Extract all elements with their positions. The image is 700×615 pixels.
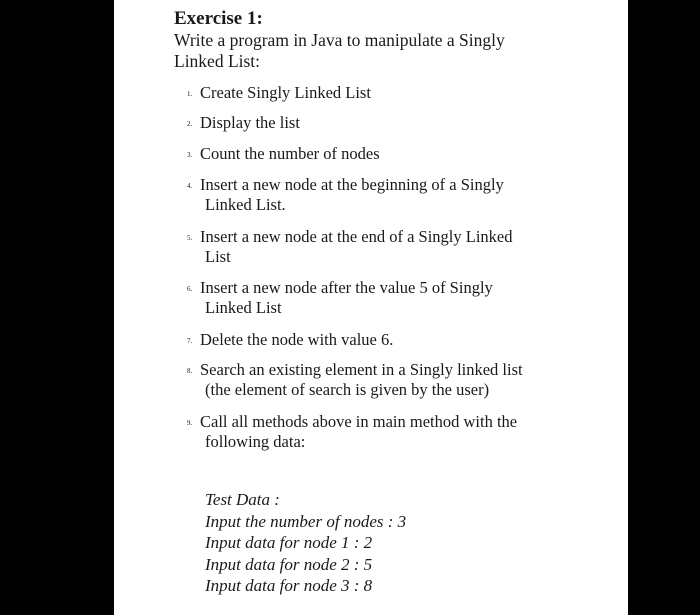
list-item [187, 278, 567, 318]
list-item-continuation: Linked List [205, 298, 282, 317]
list-item [187, 113, 567, 133]
list-item [187, 175, 567, 215]
list-item-continuation: following data: [205, 432, 306, 451]
list-item-number: 1. [187, 90, 193, 98]
list-item [187, 330, 567, 350]
list-item [187, 144, 567, 164]
intro-line-2: Linked List: [174, 51, 261, 71]
list-item-text: Display the list [200, 113, 300, 132]
list-item [187, 83, 567, 103]
list-item-continuation: (the element of search is given by the user) [205, 380, 490, 399]
test-data-heading: Test Data : [205, 490, 280, 509]
test-data-line: Input the number of nodes : 3 [205, 511, 407, 531]
list-item-number: 2. [187, 120, 193, 128]
list-item-continuation: List [205, 247, 231, 266]
list-item-text: Insert a new node at the end of a Singly Linked [200, 227, 513, 246]
list-item-number: 4. [187, 182, 193, 190]
test-data-line: Input data for node 3 : 8 [205, 576, 373, 595]
list-item-number: 8. [187, 367, 193, 375]
list-item-number: 5. [187, 234, 193, 242]
list-item-number: 3. [187, 151, 193, 159]
list-item [187, 412, 567, 452]
document-page [114, 0, 628, 615]
list-item-text: Insert a new node after the value 5 of Singly [200, 278, 493, 297]
test-data-block [205, 489, 406, 597]
exercise-intro [174, 30, 574, 72]
test-data-line: Input data for node 2 : 5 [205, 554, 373, 574]
list-item-text: Search an existing element in a Singly linked list [200, 360, 523, 379]
list-item-number: 9. [187, 419, 193, 427]
list-item [187, 227, 567, 267]
list-item-number: 6. [187, 285, 193, 293]
list-item [187, 360, 567, 400]
list-item-text: Insert a new node at the beginning of a Singly [200, 175, 504, 194]
list-item-continuation: Linked List. [205, 195, 286, 214]
intro-line-1: Write a program in Java to manipulate a Singly [174, 30, 505, 50]
list-item-text: Call all methods above in main method with the [200, 412, 518, 431]
list-item-text: Delete the node with value 6. [200, 330, 394, 349]
list-item-text: Create Singly Linked List [200, 83, 371, 102]
list-item-text: Count the number of nodes [200, 144, 380, 163]
test-data-line: Input data for node 1 : 2 [205, 533, 373, 552]
list-item-number: 7. [187, 337, 193, 345]
exercise-title: Exercise 1: [174, 8, 263, 29]
